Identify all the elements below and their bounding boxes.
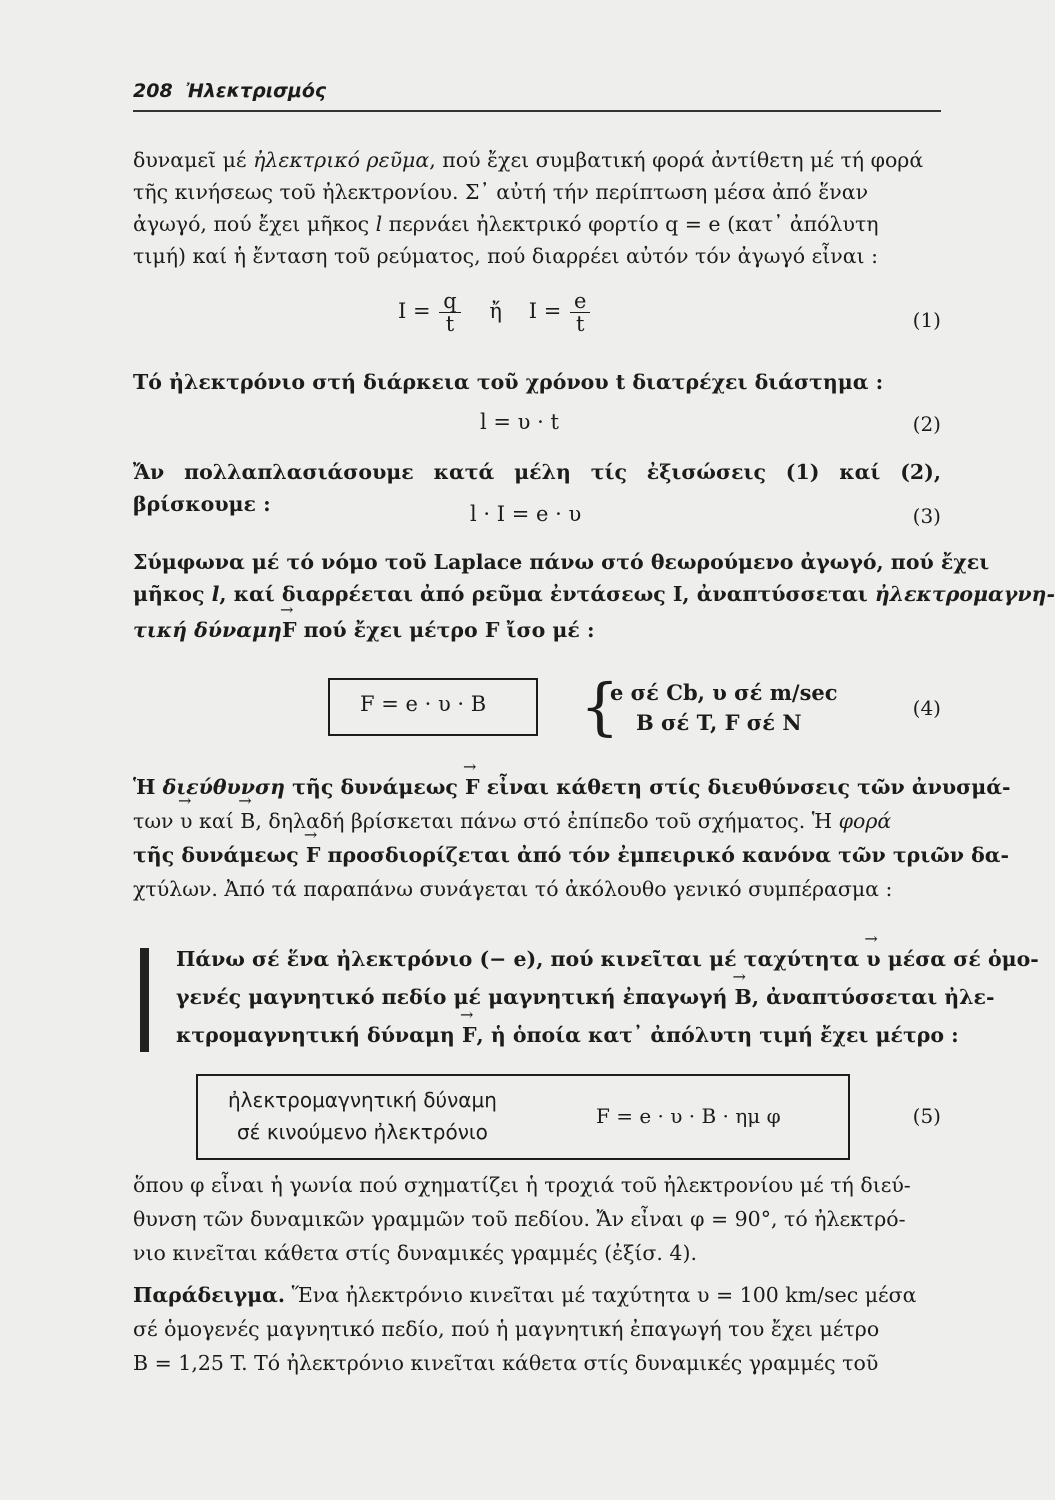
text-line: δυναμεῖ μέ ἠλεκτρικό ρεῦμα, πού ἔχει συμβατική φορά ἀντίθετη μέ τή φορά xyxy=(133,148,924,172)
text-line: Ἡ διεύθυνση τῆς δυνάμεως → F εἶναι κάθετη στίς διευθύνσεις τῶν ἀνυσμά- xyxy=(133,770,941,804)
example-label: Παράδειγμα. xyxy=(133,1283,286,1307)
equation-5-label: ἠλεκτρομαγνητική δύναμη σέ κινούμενο ἠλεκτρόνιο xyxy=(228,1088,497,1144)
equation-5-box xyxy=(196,1074,850,1160)
equation-4-box xyxy=(328,678,538,736)
equation-number: (5) xyxy=(912,1104,941,1128)
units-line: B σέ T, F σέ N xyxy=(636,710,802,735)
running-header xyxy=(133,80,326,102)
text-line: B = 1,25 T. Τό ἠλεκτρόνιο κινεῖται κάθετα στίς δυναμικές γραμμές τοῦ xyxy=(133,1351,879,1375)
equation-number: (2) xyxy=(912,412,941,436)
equation-5: F = e · υ · B · ημ φ xyxy=(596,1104,781,1128)
equation-2: l = υ · t xyxy=(480,410,559,434)
paragraph-phi xyxy=(133,1168,941,1270)
text-line: σέ ὁμογενές μαγνητικό πεδίο, πού ἡ μαγνητική ἐπαγωγή του ἔχει μέτρο xyxy=(133,1317,880,1341)
text-line: των → υ καί → B, δηλαδή βρίσκεται πάνω στό ἐπίπεδο τοῦ σχήματος. Ἡ φορά xyxy=(133,804,941,838)
equation-number: (1) xyxy=(912,308,941,332)
text-line: ἀγωγό, πού ἔχει μῆκος l περνάει ἠλεκτρικό φορτίο q = e (κατ᾽ ἀπόλυτη xyxy=(133,212,879,236)
text-line: χτύλων. Ἀπό τά παραπάνω συνάγεται τό ἀκόλουθο γενικό συμπέρασμα : xyxy=(133,877,893,901)
text-line: κτρομαγνητική δύναμη → F, ἡ ὁποία κατ᾽ ἀπόλυτη τιμή ἔχει μέτρο : xyxy=(176,1016,941,1054)
text-line: τιμή) καί ἡ ἔνταση τοῦ ρεύματος, πού διαρρέει αὐτόν τόν ἀγωγό εἶναι : xyxy=(133,244,878,268)
text-line: θυνση τῶν δυναμικῶν γραμμῶν τοῦ πεδίου. Ἄν εἶναι φ = 90°, τό ἠλεκτρό- xyxy=(133,1207,906,1231)
text-line: Παράδειγμα. Ἕνα ἠλεκτρόνιο κινεῖται μέ ταχύτητα υ = 100 km/sec μέσα xyxy=(133,1283,917,1307)
text-line: Σύμφωνα μέ τό νόμο τοῦ Laplace πάνω στό θεωρούμενο ἀγωγό, πού ἔχει xyxy=(133,550,990,574)
paragraph-direction xyxy=(133,770,1011,906)
text-line: τῆς κινήσεως τοῦ ἠλεκτρονίου. Σ᾽ αὐτή τήν περίπτωση μέσα ἀπό ἕναν xyxy=(133,180,869,204)
equation-number: (3) xyxy=(912,504,941,528)
equation-number: (4) xyxy=(912,696,941,720)
equation-4: F = e · υ · B xyxy=(360,692,487,716)
highlight-conclusion xyxy=(176,940,1039,1054)
text-line: νιο κινεῖται κάθετα στίς δυναμικές γραμμές (ἐξίσ. 4). xyxy=(133,1241,697,1265)
page-number: 208 xyxy=(133,80,173,102)
chapter-title: Ἠλεκτρισμός xyxy=(185,80,327,102)
text-line: μῆκος l, καί διαρρέεται ἀπό ρεῦμα ἐντάσεως I, ἀναπτύσσεται ἠλεκτρομαγνη- xyxy=(133,582,1055,606)
paragraph-example xyxy=(133,1278,941,1380)
units-line: e σέ Cb, υ σέ m/sec xyxy=(610,680,838,705)
text-line: ὅπου φ εἶναι ἡ γωνία πού σχηματίζει ἡ τροχιά τοῦ ἠλεκτρονίου μέ τή διεύ- xyxy=(133,1173,911,1197)
equation-1: I = $\frac{q}{t}$ ἤ I = $\frac{e}{t}$ xyxy=(398,290,592,335)
text-line: Τό ἠλεκτρόνιο στή διάρκεια τοῦ χρόνου t διατρέχει διάστημα : xyxy=(133,370,884,394)
text-line: γενές μαγνητικό πεδίο μέ μαγνητική ἐπαγωγή → B, ἀναπτύσσεται ἠλε- xyxy=(176,978,941,1016)
text-line: τῆς δυνάμεως → F προσδιορίζεται ἀπό τόν ἐμπειρικό κανόνα τῶν τριῶν δα- xyxy=(133,838,941,872)
text-line: Ἄν πολλαπλασιάσουμε κατά μέλη τίς ἐξισώσεις (1) καί (2), βρίσκουμε : xyxy=(133,460,941,516)
equation-3: l · I = e · υ xyxy=(470,502,582,526)
brace: { xyxy=(580,670,620,743)
header-rule xyxy=(133,110,941,112)
text-line: τική δύναμη→ F πού ἔχει μέτρο F ἴσο μέ : xyxy=(133,614,941,646)
highlight-bar xyxy=(140,948,149,1052)
paragraph-current xyxy=(133,144,941,272)
paragraph-laplace xyxy=(133,546,1055,646)
text-line: Πάνω σέ ἕνα ἠλεκτρόνιο (− e), πού κινεῖται μέ ταχύτητα → υ μέσα σέ ὁμο- xyxy=(176,940,941,978)
